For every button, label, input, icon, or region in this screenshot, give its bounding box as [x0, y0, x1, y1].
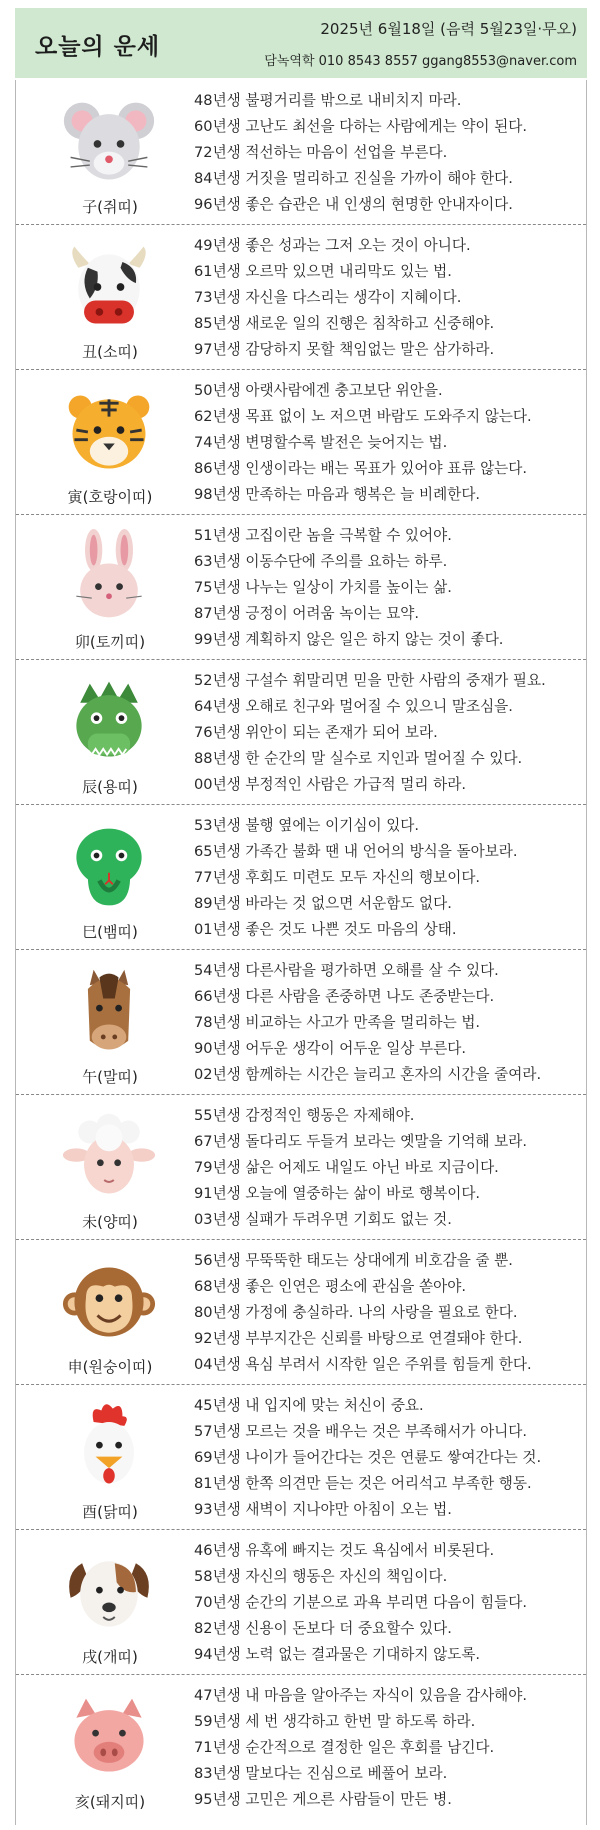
fortune-line: 01년생 좋은 것도 나쁜 것도 마음의 상태.: [194, 921, 457, 938]
zodiac-row-pig: [16, 1675, 586, 1820]
zodiac-row-snake: [16, 805, 586, 950]
zodiac-label: 申(원숭이띠): [67, 1358, 153, 1376]
fortune-line: 66년생 다른 사람을 존중하면 나도 존중받는다.: [194, 988, 495, 1005]
fortune-line: 53년생 불행 옆에는 이기심이 있다.: [194, 817, 420, 834]
contact-line: 담녹역학 010 8543 8557 ggang8553@naver.com: [264, 54, 577, 69]
fortune-line: 77년생 후회도 미련도 모두 자신의 행보이다.: [194, 869, 481, 886]
zodiac-label: 亥(돼지띠): [74, 1793, 146, 1811]
zodiac-label: 卯(토끼띠): [74, 633, 146, 651]
fortune-lines: [194, 1538, 582, 1668]
fortune-line: 92년생 부부지간은 신뢰를 바탕으로 연결돼야 한다.: [194, 1330, 523, 1347]
fortune-line: 56년생 무뚝뚝한 태도는 상대에게 비호감을 줄 뿐.: [194, 1252, 513, 1269]
zodiac-row-dog: [16, 1530, 586, 1675]
fortune-line: 59년생 세 번 생각하고 한번 말 하도록 하라.: [194, 1713, 476, 1730]
fortune-line: 90년생 어두운 생각이 어두운 일상 부른다.: [194, 1040, 466, 1057]
fortune-line: 50년생 아랫사람에겐 충고보단 위안을.: [194, 382, 443, 399]
fortune-line: 64년생 오해로 친구와 멀어질 수 있으니 말조심을.: [194, 698, 513, 715]
fortune-line: 93년생 새벽이 지나야만 아침이 오는 법.: [194, 1501, 452, 1518]
zodiac-label: 寅(호랑이띠): [67, 488, 153, 506]
fortune-line: 02년생 함께하는 시간은 늘리고 혼자의 시간을 줄여라.: [194, 1066, 542, 1083]
fortune-line: 87년생 긍정이 어려움 녹이는 묘약.: [194, 605, 420, 622]
fortune-line: 73년생 자신을 다스리는 생각이 지혜이다.: [194, 289, 462, 306]
fortune-line: 99년생 계획하지 않은 일은 하지 않는 것이 좋다.: [194, 631, 504, 648]
fortune-line: 78년생 비교하는 사고가 만족을 멀리하는 법.: [194, 1014, 481, 1031]
fortune-line: 61년생 오르막 있으면 내리막도 있는 법.: [194, 263, 452, 280]
dragon-icon: [61, 674, 157, 770]
pig-icon: [61, 1689, 157, 1785]
zodiac-row-horse: [16, 950, 586, 1095]
fortune-line: 67년생 돌다리도 두들겨 보라는 옛말을 기억해 보라.: [194, 1133, 527, 1150]
fortune-line: 03년생 실패가 두려우면 기회도 없는 것.: [194, 1211, 452, 1228]
fortune-line: 46년생 유혹에 빠지는 것도 욕심에서 비롯된다.: [194, 1542, 495, 1559]
fortune-lines: [194, 813, 582, 943]
fortune-line: 71년생 순간적으로 결정한 일은 후회를 남긴다.: [194, 1739, 495, 1756]
fortune-line: 75년생 나누는 일상이 가치를 높이는 삶.: [194, 579, 452, 596]
page-title: 오늘의 운세: [35, 34, 161, 60]
fortune-line: 80년생 가정에 충실하라. 나의 사랑을 필요로 한다.: [194, 1304, 518, 1321]
fortune-line: 76년생 위안이 되는 존재가 되어 보라.: [194, 724, 438, 741]
fortune-line: 54년생 다른사람을 평가하면 오해를 살 수 있다.: [194, 962, 499, 979]
fortune-line: 91년생 오늘에 열중하는 삶이 바로 행복이다.: [194, 1185, 481, 1202]
fortune-line: 04년생 욕심 부려서 시작한 일은 주위를 힘들게 한다.: [194, 1356, 532, 1373]
fortune-line: 72년생 적선하는 마음이 선업을 부른다.: [194, 144, 448, 161]
fortune-line: 49년생 좋은 성과는 그저 오는 것이 아니다.: [194, 237, 471, 254]
fortune-lines: [194, 378, 582, 508]
zodiac-label: 丑(소띠): [82, 343, 138, 361]
fortune-line: 58년생 자신의 행동은 자신의 책임이다.: [194, 1568, 448, 1585]
fortune-lines: [194, 1103, 582, 1233]
fortune-lines: [194, 1683, 582, 1813]
zodiac-label: 未(양띠): [82, 1213, 138, 1231]
fortune-line: 52년생 구설수 휘말리면 믿을 만한 사람의 중재가 필요.: [194, 672, 546, 689]
fortune-lines: [194, 668, 582, 798]
zodiac-row-rooster: [16, 1385, 586, 1530]
zodiac-row-dragon: [16, 660, 586, 805]
zodiac-row-rat: [16, 80, 586, 225]
fortune-line: 89년생 바라는 것 없으면 서운함도 없다.: [194, 895, 452, 912]
fortune-line: 62년생 목표 없이 노 저으면 바람도 도와주지 않는다.: [194, 408, 532, 425]
zodiac-row-sheep: [16, 1095, 586, 1240]
fortune-lines: [194, 523, 582, 653]
rooster-icon: [61, 1399, 157, 1495]
fortune-line: 70년생 순간의 기분으로 과욕 부리면 다음이 힘들다.: [194, 1594, 527, 1611]
fortune-line: 88년생 한 순간의 말 실수로 지인과 멀어질 수 있다.: [194, 750, 523, 767]
fortune-line: 98년생 만족하는 마음과 행복은 늘 비례한다.: [194, 486, 481, 503]
zodiac-label: 巳(뱀띠): [82, 923, 138, 941]
fortune-line: 00년생 부정적인 사람은 가급적 멀리 하라.: [194, 776, 466, 793]
fortune-line: 57년생 모르는 것을 배우는 것은 부족해서가 아니다.: [194, 1423, 527, 1440]
zodiac-row-ox: [16, 225, 586, 370]
fortune-line: 55년생 감정적인 행동은 자제해야.: [194, 1107, 415, 1124]
fortune-line: 82년생 신용이 돈보다 더 중요할수 있다.: [194, 1620, 452, 1637]
fortune-line: 69년생 나이가 들어간다는 것은 연륜도 쌓여간다는 것.: [194, 1449, 542, 1466]
fortune-line: 97년생 감당하지 못할 책임없는 말은 삼가하라.: [194, 341, 495, 358]
fortune-line: 96년생 좋은 습관은 내 인생의 현명한 안내자이다.: [194, 196, 513, 213]
fortune-line: 86년생 인생이라는 배는 목표가 있어야 표류 않는다.: [194, 460, 527, 477]
fortune-lines: [194, 1248, 582, 1378]
rat-icon: [61, 94, 157, 190]
date-line: 2025년 6월18일 (음력 5월23일·무오): [320, 20, 577, 38]
fortune-line: 94년생 노력 없는 결과물은 기대하지 않도록.: [194, 1646, 481, 1663]
fortune-list: [15, 80, 587, 1825]
monkey-icon: [61, 1254, 157, 1350]
sheep-icon: [61, 1109, 157, 1205]
fortune-line: 65년생 가족간 불화 땐 내 언어의 방식을 돌아보라.: [194, 843, 518, 860]
fortune-lines: [194, 1393, 582, 1523]
fortune-lines: [194, 88, 582, 218]
fortune-line: 83년생 말보다는 진심으로 베풀어 보라.: [194, 1765, 448, 1782]
fortune-lines: [194, 958, 582, 1088]
zodiac-label: 子(쥐띠): [82, 198, 138, 216]
tiger-icon: [61, 384, 157, 480]
fortune-line: 68년생 좋은 인연은 평소에 관심을 쏟아야.: [194, 1278, 466, 1295]
ox-icon: [61, 239, 157, 335]
rabbit-icon: [61, 529, 157, 625]
fortune-line: 81년생 한쪽 의견만 듣는 것은 어리석고 부족한 행동.: [194, 1475, 532, 1492]
fortune-line: 95년생 고민은 게으른 사람들이 만든 병.: [194, 1791, 452, 1808]
header: [15, 8, 587, 78]
fortune-line: 45년생 내 입지에 맞는 처신이 중요.: [194, 1397, 424, 1414]
fortune-line: 74년생 변명할수록 발전은 늦어지는 법.: [194, 434, 448, 451]
fortune-line: 85년생 새로운 일의 진행은 침착하고 신중해야.: [194, 315, 495, 332]
horse-icon: [61, 964, 157, 1060]
zodiac-label: 辰(용띠): [82, 778, 138, 796]
dog-icon: [61, 1544, 157, 1640]
fortune-line: 47년생 내 마음을 알아주는 자식이 있음을 감사해야.: [194, 1687, 527, 1704]
zodiac-row-monkey: [16, 1240, 586, 1385]
fortune-lines: [194, 233, 582, 363]
fortune-line: 63년생 이동수단에 주의를 요하는 하루.: [194, 553, 448, 570]
zodiac-label: 戌(개띠): [82, 1648, 138, 1666]
fortune-line: 51년생 고집이란 놈을 극복할 수 있어야.: [194, 527, 452, 544]
zodiac-label: 酉(닭띠): [82, 1503, 138, 1521]
fortune-line: 79년생 삶은 어제도 내일도 아닌 바로 지금이다.: [194, 1159, 499, 1176]
fortune-line: 60년생 고난도 최선을 다하는 사람에게는 약이 된다.: [194, 118, 527, 135]
snake-icon: [61, 819, 157, 915]
zodiac-label: 午(말띠): [82, 1068, 138, 1086]
fortune-line: 48년생 불평거리를 밖으로 내비치지 마라.: [194, 92, 462, 109]
zodiac-row-tiger: [16, 370, 586, 515]
fortune-line: 84년생 거짓을 멀리하고 진실을 가까이 해야 한다.: [194, 170, 513, 187]
zodiac-row-rabbit: [16, 515, 586, 660]
